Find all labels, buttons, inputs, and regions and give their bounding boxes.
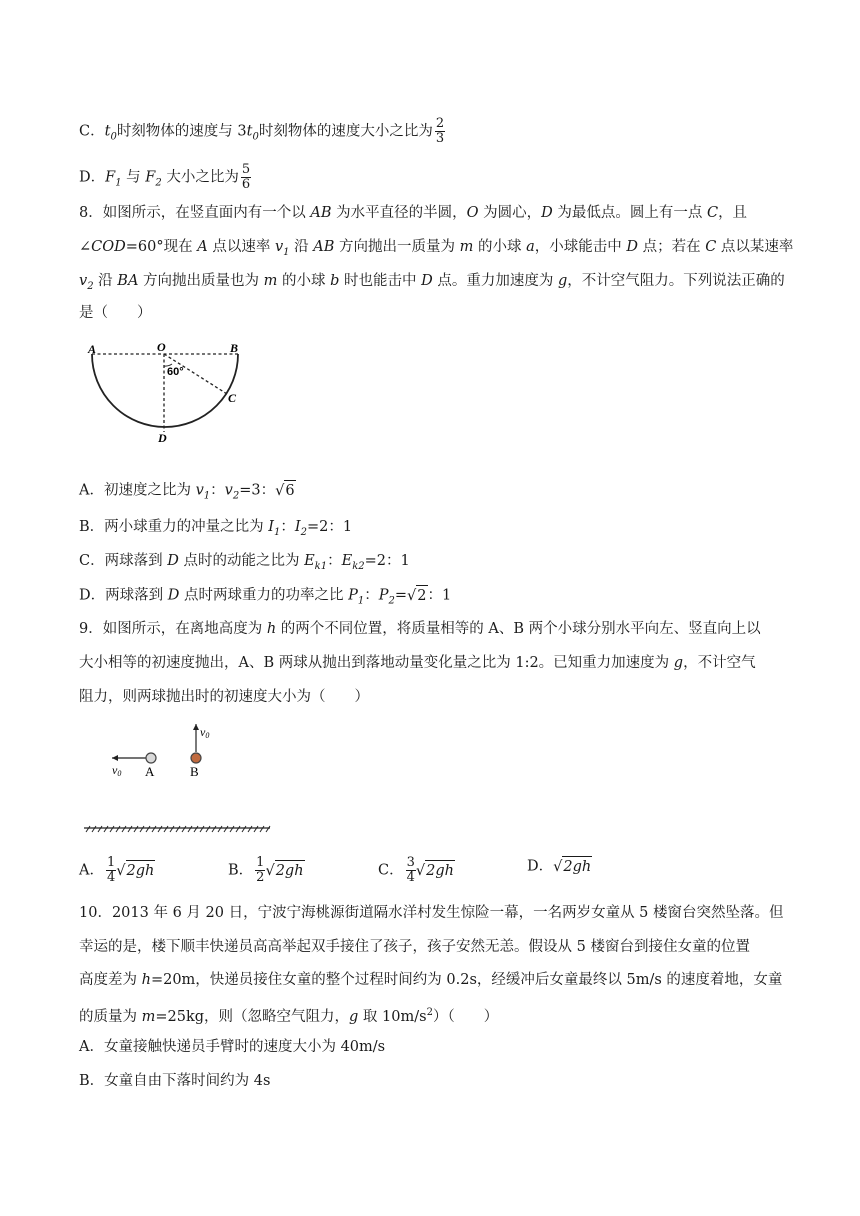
label-ball-a: A (145, 764, 155, 779)
q9-balls-figure (80, 720, 280, 838)
q7-option-d: D．$F_1$ 与 $F_2$ 大小之比为 $\frac{5}{6}$ (79, 162, 251, 192)
label-o: O (157, 342, 166, 354)
q8-option-b: B．两小球重力的冲量之比为 $I_1$：$I_2=2$：1 (79, 519, 353, 538)
q10-stem-line-3: 高度差为 h=20m，快递员接住女童的整个过程时间约为 0.2s，经缓冲后女童最终以 5m/s 的速度着地，女童 (79, 972, 783, 988)
q9-stem-line-1: 9．如图所示，在离地高度为 h 的两个不同位置，将质量相等的 A、B 两个小球分别水平向左、竖直向上以 (79, 621, 761, 637)
ground-hatch (86, 826, 270, 832)
q8-semicircle-figure (84, 342, 246, 442)
fraction: $\frac{2}{3}$ (435, 116, 445, 146)
label-ball-b: B (190, 764, 199, 779)
q9-stem-line-3: 阻力，则两球抛出时的初速度大小为（ ） (79, 689, 369, 705)
q9-option-d: D．√2gh (527, 856, 592, 877)
label-b: B (230, 342, 239, 355)
q9-option-c: C． $\frac{3}{4}$ √2gh (378, 855, 454, 885)
q7-option-c: C．$t_0$时刻物体的速度与 $3t_0$时刻物体的速度大小之比为 $\frac{2}{3}$ (79, 116, 445, 146)
q8-stem-line-3: $v_2$ 沿 BA 方向抛出质量也为 m 的小球 b 时也能击中 D 点。重力加速度为 g，不计空气阻力。下列说法正确的 (79, 273, 785, 292)
q8-option-c: C．两球落到 D 点时的动能之比为 $E_{k1}$：$E_{k2}=2$：1 (79, 553, 410, 572)
q8-option-a: A．初速度之比为 $v_1$：$v_2=3$：√6 (79, 480, 296, 506)
q9-option-a: A． $\frac{1}{4}$ √2gh (79, 855, 155, 885)
q9-option-b: B． $\frac{1}{2}$ √2gh (228, 855, 304, 885)
q10-option-b: B．女童自由下落时间约为 4s (79, 1073, 271, 1089)
ball-a (146, 753, 156, 763)
label-v0-a: v0 (112, 763, 122, 778)
ball-b (191, 753, 201, 763)
label-c: C (228, 391, 237, 405)
fraction: $\frac{5}{6}$ (241, 162, 251, 192)
label-angle: 60° (167, 366, 184, 378)
q8-option-d: D．两球落到 D 点时两球重力的功率之比 $P_1$：$P_2=√2$：1 (79, 585, 451, 611)
q8-stem-line-1: 8．如图所示，在竖直面内有一个以 AB 为水平直径的半圆，O 为圆心，D 为最低点。圆上有一点 C，且 (79, 205, 748, 221)
sqrt-sign: √2 (407, 585, 427, 606)
q10-stem-line-1: 10．2013 年 6 月 20 日，宁波宁海桃源街道隔水洋村发生惊险一幕，一名两岁女童从 5 楼窗台突然坠落。但 (79, 905, 784, 921)
sqrt-sign: √6 (275, 480, 295, 501)
q10-stem-line-2: 幸运的是，楼下顺丰快递员高高举起双手接住了孩子，孩子安然无恙。假设从 5 楼窗台到接住女童的位置 (79, 939, 750, 955)
label-d: D (158, 431, 167, 442)
q8-stem-line-4: 是（ ） (79, 305, 152, 321)
q10-stem-line-4: 的质量为 m=25kg，则（忽略空气阻力，g 取 $10m/s^2$）（ ） (79, 1007, 499, 1025)
label-a: A (88, 342, 97, 356)
q9-stem-line-2: 大小相等的初速度抛出，A、B 两球从抛出到落地动量变化量之比为 1:2。已知重力加速度为 g，不计空气 (79, 655, 756, 671)
q8-stem-line-2: ∠COD=60°现在 A 点以速率 $v_1$ 沿 AB 方向抛出一质量为 m 的小球 a，小球能击中 D 点；若在 C 点以某速率 (79, 239, 794, 258)
label-v0-b: v0 (200, 725, 210, 740)
q10-option-a: A．女童接触快递员手臂时的速度大小为 40m/s (79, 1039, 386, 1055)
